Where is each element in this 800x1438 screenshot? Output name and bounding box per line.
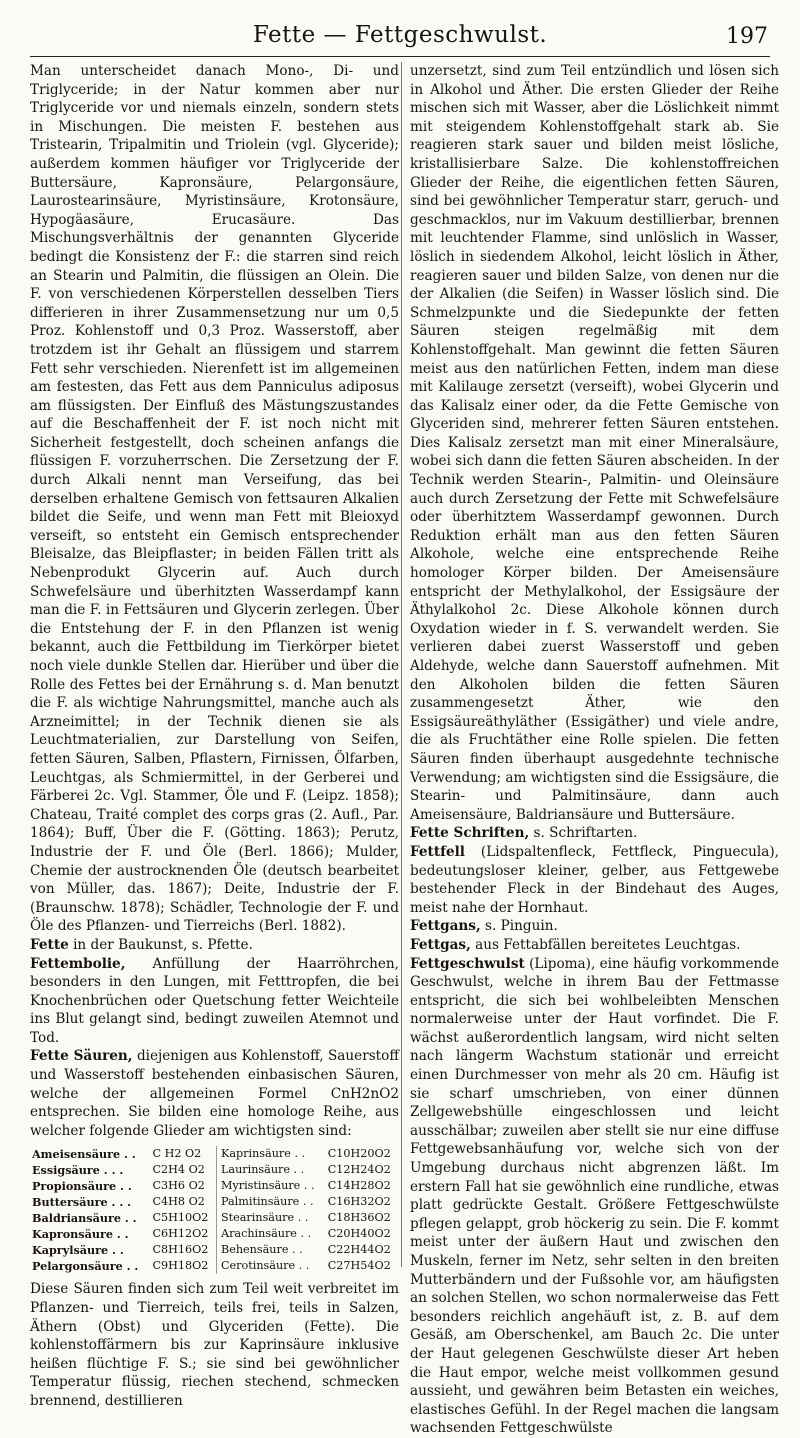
acid-name: Propionsäure . . — [32, 1179, 132, 1194]
acid-formula: C8H16O2 — [152, 1243, 209, 1257]
acid-formula: C2H4 O2 — [152, 1163, 205, 1177]
acid-name: Ameisensäure . . — [32, 1147, 136, 1162]
entry-text: Anfüllung der Haarröhrchen, besonders in den Lungen, mit Fetttropfen, die bei Knochenbrüchen oder Quetschung fetter Weichteile ins Blut gelangt sind, bedingt zuweilen Atemnot und Tod. — [30, 955, 399, 1046]
acid-row — [30, 1146, 399, 1162]
acid-formula: C4H8 O2 — [152, 1195, 205, 1209]
acid-formula: C22H44O2 — [327, 1243, 391, 1257]
headword: Fettfell — [410, 843, 465, 860]
acid-row — [30, 1210, 399, 1226]
acid-formula: C18H36O2 — [327, 1211, 391, 1225]
headword: Fette Schriften, — [410, 825, 530, 842]
entry-fette-schriften — [410, 824, 779, 843]
acid-name: Buttersäure . . . — [32, 1195, 131, 1210]
acid-formula: C12H24O2 — [327, 1163, 391, 1177]
running-head: Fette — Fettgeschwulst. — [252, 22, 548, 48]
column-divider — [401, 62, 402, 1267]
entry-fettfell — [410, 843, 779, 917]
entry-text: in der Baukunst, s. Pfette. — [68, 936, 253, 953]
acid-row — [30, 1178, 399, 1194]
entry-fettgans — [410, 917, 779, 936]
acid-row — [30, 1242, 399, 1258]
entry-fettgeschwulst — [410, 955, 779, 1438]
acid-name: Palmitinsäure . . — [216, 1194, 325, 1210]
left-column — [30, 62, 399, 1409]
entry-fettgas — [410, 936, 779, 955]
acid-formula: C9H18O2 — [152, 1259, 209, 1273]
entry-fette-baukunst — [30, 936, 399, 955]
headword: Fettgeschwulst — [410, 955, 525, 972]
entry-text: (Lidspaltenfleck, Fettfleck, Pinguecula), bedeutungsloser kleiner, gelber, aus Fettgewebe bestehender Fleck in der Bindehaut des Auges, meist nahe der Hornhaut. — [410, 843, 779, 916]
acid-formula: C5H10O2 — [152, 1211, 209, 1225]
headword: Fette Säuren, — [30, 1048, 133, 1065]
acid-formula: C H2 O2 — [152, 1147, 202, 1161]
acid-name: Cerotinsäure . . — [216, 1258, 325, 1274]
acid-name: Myristinsäure . . — [216, 1178, 325, 1194]
acids-table — [30, 1146, 399, 1274]
acid-row — [30, 1226, 399, 1242]
acid-name: Laurinsäure . . — [216, 1162, 325, 1178]
headword: Fette — [30, 936, 69, 953]
entry-text: diejenigen aus Kohlenstoff, Sauerstoff und Wasserstoff bestehenden einbasischen Säuren, welche der allgemeinen Formel CnH2nO2 entsprechen. Sie bilden eine homologe Reihe, aus welcher folgende Glieder am wichtigsten sind: — [30, 1048, 399, 1139]
acid-name: Pelargonsäure . . — [32, 1259, 139, 1274]
acid-formula: C27H54O2 — [327, 1259, 391, 1273]
acid-formula: C16H32O2 — [327, 1195, 391, 1209]
header-rule — [30, 56, 770, 57]
acid-formula: C14H28O2 — [327, 1179, 391, 1193]
entry-fette-saeuren — [30, 1047, 399, 1140]
entry-text: aus Fettabfällen bereitetes Leuchtgas. — [470, 936, 741, 953]
acid-formula: C3H6 O2 — [152, 1179, 205, 1193]
acid-name: Kaprinsäure . . — [216, 1146, 325, 1162]
acid-name: Essigsäure . . . — [32, 1163, 124, 1178]
headword: Fettgans, — [410, 918, 481, 935]
acid-formula: C6H12O2 — [152, 1227, 209, 1241]
acid-name: Kaprylsäure . . — [32, 1243, 124, 1258]
entry-text: s. Schriftarten. — [529, 825, 638, 842]
paragraph: Man unterscheidet danach Mono-, Di- und Triglyceride; in der Natur kommen aber nur Triglyceride vor und niemals einzeln, sondern stets in Mischungen. Die meisten F. bestehen aus Tristearin, Tripalmitin und Triolein (vgl. Glyceride); außerdem kommen häufiger vor Triglyceride der Buttersäure, Kapronsäure, Pelargonsäure, Laurostearinsäure, Myristinsäure, Krotonsäure, Hypogäasäure, Erucasäure. Das Mischungsverhältnis der genannten Glyceride bedingt die Konsistenz der F.: die starren sind reich an Stearin und Palmitin, die flüssigen an Olein. Die F. von verschiedenen Körperstellen desselben Tiers differieren in ihrer Zusammensetzung nur um 0,5 Proz. Kohlenstoff und 0,3 Proz. Wasserstoff, aber trotzdem ist ihr Gehalt an flüssigem und starrem Fett sehr verschieden. Nierenfett ist im allgemeinen am festesten, das Fett aus dem Panniculus adiposus am flüssigsten. Der Einfluß des Mästungszustandes auf die Beschaffenheit der F. ist noch nicht mit Sicherheit festgestellt, doch scheinen anfangs die flüssigen F. vorzuherrschen. Die Zersetzung der F. durch Alkali nennt man Verseifung, das bei derselben erhaltene Gemisch von fettsauren Alkalien bildet die Seife, und wenn man Fett mit Bleioxyd verseift, so entsteht ein Gemisch entsprechender Bleisalze, das Bleipflaster; in beiden Fällen tritt als Nebenprodukt Glycerin auf. Auch durch Schwefelsäure und überhitzten Wasserdampf kann man die F. in Fettsäuren und Glycerin zerlegen. Über die Entstehung der F. in den Pflanzen ist wenig bekannt, auch die Fettbildung im Tierkörper bietet noch viele dunkle Stellen dar. Hierüber und über die Rolle des Fettes bei der Ernährung s. d. Man benutzt die F. als wichtige Nahrungsmittel, manche auch als Arzneimittel; in der Technik dienen sie als Leuchtmaterialien, zur Darstellung von Seifen, fetten Säuren, Salben, Pflastern, Firnissen, Ölfarben, Leuchtgas, als Schmiermittel, in der Gerberei und Färberei 2c. Vgl. Stammer, Öle und F. (Leipz. 1858); Chateau, Traité complet des corps gras (2. Aufl., Par. 1864); Buff, Über die F. (Götting. 1863); Perutz, Industrie der F. und Öle (Berl. 1866); Mulder, Chemie der austrocknenden Öle (deutsch bearbeitet von Müller, das. 1867); Deite, Industrie der F. (Braunschw. 1878); Schädler, Technologie der F. und Öle des Pflanzen- und Tierreichs (Berl. 1882). — [30, 63, 399, 935]
acid-name: Kapronsäure . . — [32, 1227, 129, 1242]
acid-row — [30, 1258, 399, 1274]
acid-formula: C20H40O2 — [327, 1227, 391, 1241]
paragraph: unzersetzt, sind zum Teil entzündlich und lösen sich in Alkohol und Äther. Die ersten Glieder der Reihe mischen sich mit Wasser, aber die Löslichkeit nimmt mit steigendem Kohlenstoffgehalt stark ab. Sie reagieren stark sauer und bilden meist lösliche, kristallisierbare Salze. Die kohlenstoffreichen Glieder der Reihe, die eigentlichen fetten Säuren, sind bei gewöhnlicher Temperatur starr, geruch- und geschmacklos, nur im Vakuum destillierbar, brennen mit leuchtender Flamme, sind unlöslich in Wasser, löslich in siedendem Alkohol, leicht löslich in Äther, reagieren sauer und bilden Salze, von denen nur die der Alkalien (die Seifen) in Wasser löslich sind. Die Schmelzpunkte und die Siedepunkte der fetten Säuren steigen regelmäßig mit dem Kohlenstoffgehalt. Man gewinnt die fetten Säuren meist aus den natürlichen Fetten, indem man diese mit Kalilauge zersetzt (verseift), wobei Glycerin und das Kalisalz einer oder, da die Fette Gemische von Glyceriden sind, mehrerer fetten Säuren entstehen. Dies Kalisalz zersetzt man mit einer Mineralsäure, wobei sich dann die fetten Säuren abscheiden. In der Technik werden Stearin-, Palmitin- und Oleinsäure auch durch Zersetzung der Fette mit Schwefelsäure oder überhitztem Wasserdampf gewonnen. Durch Reduktion erhält man aus den fetten Säuren Alkohole, welche eine entsprechende Reihe homologer Körper bilden. Der Ameisensäure entspricht der Methylalkohol, der Essigsäure der Äthylalkohol 2c. Diese Alkohole können durch Oxydation wieder in f. S. verwandelt werden. Sie verlieren dabei zuerst Wasserstoff und geben Aldehyde, welche dann Sauerstoff aufnehmen. Mit den Alkoholen bilden die fetten Säuren zusammengesetzt Äther, wie den Essigsäureäthyläther (Essigäther) und viele andre, die als Fruchtäther eine Rolle spielen. Die fetten Säuren finden überhaupt ausgedehnte technische Verwendung; am wichtigsten sind die Essigsäure, die Stearin- und Palmitinsäure, dann auch Ameisensäure, Baldriansäure und Buttersäure. — [410, 63, 779, 823]
acid-row — [30, 1194, 399, 1210]
entry-text: s. Pinguin. — [480, 918, 558, 935]
acid-name: Baldriansäure . . — [32, 1211, 137, 1226]
acid-name: Arachinsäure . . — [216, 1226, 325, 1242]
headword: Fettembolie, — [30, 955, 126, 972]
acid-row — [30, 1162, 399, 1178]
headword: Fettgas, — [410, 936, 471, 953]
entry-fettembolie — [30, 955, 399, 1048]
acid-name: Behensäure . . — [216, 1242, 325, 1258]
acid-formula: C10H20O2 — [327, 1147, 391, 1161]
paragraph: Diese Säuren finden sich zum Teil weit verbreitet im Pflanzen- und Tierreich, teils frei, teils in Salzen, Äthern (Obst) und Glyceriden (Fette). Die kohlenstoffärmern bis zur Kaprinsäure inklusive heißen flüchtige F. S.; sie sind bei gewöhnlicher Temperatur flüssig, riechen stechend, schmecken brennend, destillieren — [30, 1281, 399, 1409]
acid-name: Stearinsäure . . — [216, 1210, 325, 1226]
page-header — [30, 14, 770, 54]
page-number: 197 — [726, 24, 768, 49]
entry-text: (Lipoma), eine häufig vorkommende Geschwulst, welche in ihrem Bau der Fettmasse entspricht, die sich bei wohlbeleibten Menschen normalerweise unter der Haut vorfindet. Die F. wächst außerordentlich langsam, wird nicht selten nach längerm Wachstum stationär und erreicht einen Durchmesser von mehr als 20 cm. Häufig ist sie scharf umschrieben, von einer dünnen Zellgewebshülle eingeschlossen und leicht ausschälbar; zuweilen aber stellt sie nur eine diffuse Fettgewebsanhäufung vor, welche sich von der Umgebung durchaus nicht abgrenzen läßt. Im erstern Fall hat sie gewöhnlich eine rundliche, etwas platt gedrückte Gestalt. Größere Fettgeschwülste pflegen gelappt, grob höckerig zu sein. Die F. kommt meist unter der äußern Haut und zwischen den Muskeln, ferner im Netz, sehr selten in den breiten Mutterbändern und der Fußsohle vor, am häufigsten an solchen Stellen, wo schon normalerweise das Fett besonders reichlich angehäuft ist, z. B. auf dem Gesäß, am Oberschenkel, am Bauch 2c. Die unter der Haut gelegenen Geschwülste dieser Art heben die Haut empor, welche meist vollkommen gesund aussieht, und gewähren beim Betasten ein weiches, elastisches Gefühl. In der Regel machen die langsam wachsenden Fettgeschwülste — [410, 955, 779, 1437]
right-column — [410, 62, 779, 1437]
